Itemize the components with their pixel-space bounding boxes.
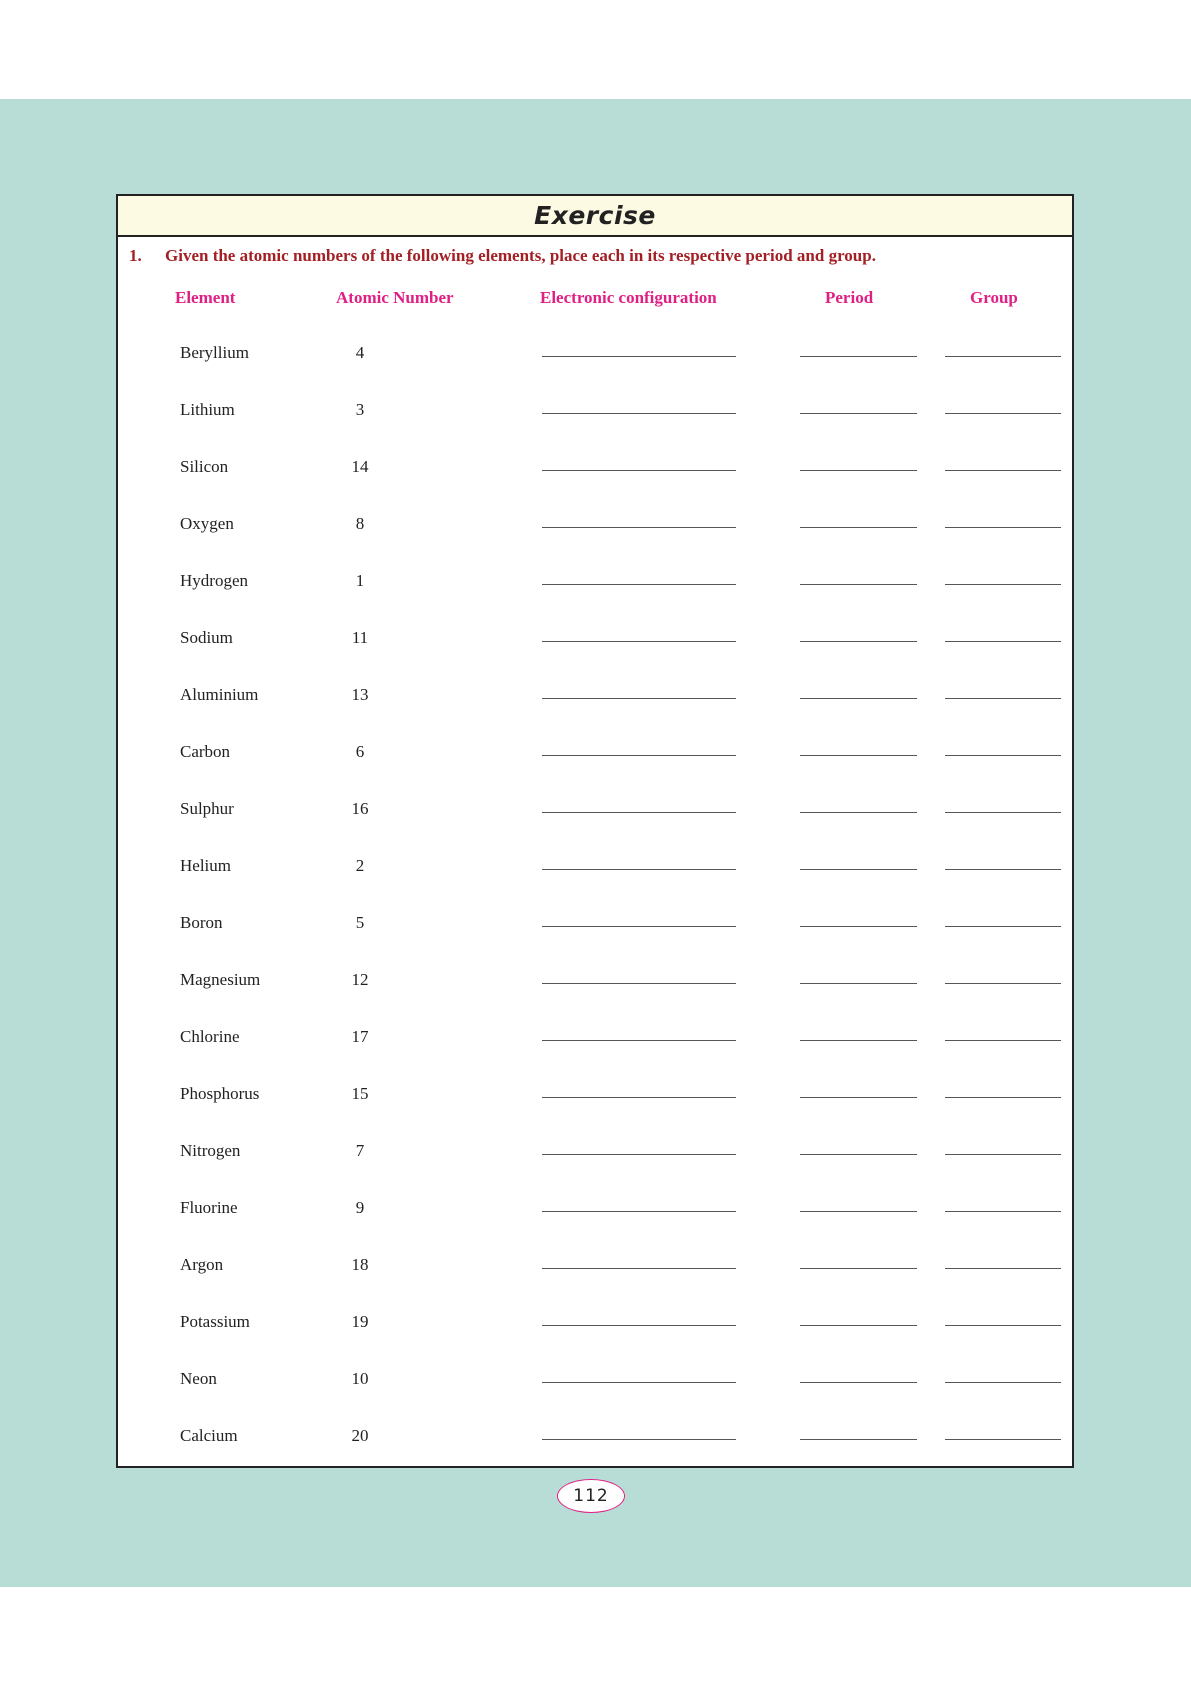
group-blank[interactable] xyxy=(945,812,1061,813)
table-row xyxy=(118,1426,1072,1466)
table-row xyxy=(118,1312,1072,1352)
element-name: Magnesium xyxy=(180,970,261,989)
element-name: Argon xyxy=(180,1255,224,1274)
element-name: Neon xyxy=(180,1369,217,1388)
atomic-number-value: 5 xyxy=(355,913,365,932)
atomic-number-value: 11 xyxy=(351,628,369,647)
group-blank[interactable] xyxy=(945,641,1061,642)
period-blank[interactable] xyxy=(800,983,917,984)
atomic-number-value: 12 xyxy=(351,970,369,989)
electronic-configuration-blank[interactable] xyxy=(542,812,736,813)
table-row xyxy=(118,1255,1072,1295)
atomic-number-value: 9 xyxy=(355,1198,365,1217)
group-blank[interactable] xyxy=(945,413,1061,414)
electronic-configuration-blank[interactable] xyxy=(542,755,736,756)
electronic-configuration-blank[interactable] xyxy=(542,584,736,585)
electronic-configuration-blank[interactable] xyxy=(542,1040,736,1041)
group-blank[interactable] xyxy=(945,1154,1061,1155)
group-blank[interactable] xyxy=(945,926,1061,927)
period-blank[interactable] xyxy=(800,1439,917,1440)
table-row xyxy=(118,343,1072,383)
element-name: Nitrogen xyxy=(180,1141,241,1160)
electronic-configuration-blank[interactable] xyxy=(542,1325,736,1326)
period-blank[interactable] xyxy=(800,869,917,870)
period-blank[interactable] xyxy=(800,1211,917,1212)
atomic-number-value: 14 xyxy=(351,457,369,476)
electronic-configuration-blank[interactable] xyxy=(542,869,736,870)
element-name: Carbon xyxy=(180,742,231,761)
table-row xyxy=(118,457,1072,497)
table-row xyxy=(118,685,1072,725)
group-blank[interactable] xyxy=(945,470,1061,471)
element-name: Helium xyxy=(180,856,231,875)
header-period: Period xyxy=(825,288,874,307)
element-name: Hydrogen xyxy=(180,571,248,590)
element-name: Silicon xyxy=(180,457,229,476)
element-name: Chlorine xyxy=(180,1027,240,1046)
period-blank[interactable] xyxy=(800,584,917,585)
electronic-configuration-blank[interactable] xyxy=(542,1382,736,1383)
electronic-configuration-blank[interactable] xyxy=(542,413,736,414)
element-name: Sulphur xyxy=(180,799,234,818)
group-blank[interactable] xyxy=(945,1040,1061,1041)
group-blank[interactable] xyxy=(945,1097,1061,1098)
electronic-configuration-blank[interactable] xyxy=(542,527,736,528)
electronic-configuration-blank[interactable] xyxy=(542,356,736,357)
electronic-configuration-blank[interactable] xyxy=(542,926,736,927)
period-blank[interactable] xyxy=(800,1154,917,1155)
table-row xyxy=(118,628,1072,668)
atomic-number-value: 8 xyxy=(355,514,365,533)
header-group: Group xyxy=(970,288,1018,307)
table-row xyxy=(118,799,1072,839)
period-blank[interactable] xyxy=(800,698,917,699)
group-blank[interactable] xyxy=(945,698,1061,699)
exercise-title: Exercise xyxy=(534,201,656,230)
period-blank[interactable] xyxy=(800,1040,917,1041)
table-row xyxy=(118,1084,1072,1124)
period-blank[interactable] xyxy=(800,1268,917,1269)
atomic-number-value: 3 xyxy=(355,400,365,419)
group-blank[interactable] xyxy=(945,356,1061,357)
atomic-number-value: 16 xyxy=(351,799,369,818)
element-name: Sodium xyxy=(180,628,233,647)
group-blank[interactable] xyxy=(945,584,1061,585)
electronic-configuration-blank[interactable] xyxy=(542,1154,736,1155)
atomic-number-value: 1 xyxy=(355,571,365,590)
element-name: Aluminium xyxy=(180,685,259,704)
question-number: 1. xyxy=(129,246,142,265)
table-row xyxy=(118,400,1072,440)
period-blank[interactable] xyxy=(800,1382,917,1383)
exercise-title-bar xyxy=(118,196,1072,237)
electronic-configuration-blank[interactable] xyxy=(542,1439,736,1440)
header-electronic-configuration: Electronic configuration xyxy=(540,288,717,307)
group-blank[interactable] xyxy=(945,1211,1061,1212)
page-number: 112 xyxy=(557,1479,625,1513)
group-blank[interactable] xyxy=(945,983,1061,984)
group-blank[interactable] xyxy=(945,1268,1061,1269)
table-row xyxy=(118,514,1072,554)
electronic-configuration-blank[interactable] xyxy=(542,1211,736,1212)
atomic-number-value: 18 xyxy=(351,1255,369,1274)
electronic-configuration-blank[interactable] xyxy=(542,470,736,471)
electronic-configuration-blank[interactable] xyxy=(542,983,736,984)
atomic-number-value: 13 xyxy=(351,685,369,704)
period-blank[interactable] xyxy=(800,470,917,471)
atomic-number-value: 4 xyxy=(355,343,365,362)
atomic-number-value: 2 xyxy=(355,856,365,875)
group-blank[interactable] xyxy=(945,527,1061,528)
electronic-configuration-blank[interactable] xyxy=(542,641,736,642)
electronic-configuration-blank[interactable] xyxy=(542,1268,736,1269)
table-row xyxy=(118,571,1072,611)
element-name: Beryllium xyxy=(180,343,249,362)
table-row xyxy=(118,1141,1072,1181)
element-name: Calcium xyxy=(180,1426,238,1445)
period-blank[interactable] xyxy=(800,1097,917,1098)
element-name: Phosphorus xyxy=(180,1084,260,1103)
exercise-page xyxy=(116,194,1074,1468)
question-text: Given the atomic numbers of the following elements, place each in its respective period and group. xyxy=(165,246,876,265)
electronic-configuration-blank[interactable] xyxy=(542,698,736,699)
atomic-number-value: 15 xyxy=(351,1084,369,1103)
header-atomic-number: Atomic Number xyxy=(336,288,454,307)
period-blank[interactable] xyxy=(800,527,917,528)
group-blank[interactable] xyxy=(945,1382,1061,1383)
period-blank[interactable] xyxy=(800,812,917,813)
group-blank[interactable] xyxy=(945,755,1061,756)
electronic-configuration-blank[interactable] xyxy=(542,1097,736,1098)
table-row xyxy=(118,856,1072,896)
atomic-number-value: 20 xyxy=(351,1426,369,1445)
table-row xyxy=(118,1027,1072,1067)
group-blank[interactable] xyxy=(945,869,1061,870)
table-row xyxy=(118,1369,1072,1409)
period-blank[interactable] xyxy=(800,356,917,357)
atomic-number-value: 7 xyxy=(355,1141,365,1160)
table-row xyxy=(118,742,1072,782)
element-name: Fluorine xyxy=(180,1198,238,1217)
header-element: Element xyxy=(175,288,236,307)
atomic-number-value: 6 xyxy=(355,742,365,761)
period-blank[interactable] xyxy=(800,926,917,927)
element-name: Lithium xyxy=(180,400,235,419)
group-blank[interactable] xyxy=(945,1325,1061,1326)
period-blank[interactable] xyxy=(800,755,917,756)
group-blank[interactable] xyxy=(945,1439,1061,1440)
atomic-number-value: 10 xyxy=(351,1369,369,1388)
table-row xyxy=(118,1198,1072,1238)
period-blank[interactable] xyxy=(800,641,917,642)
atomic-number-value: 19 xyxy=(351,1312,369,1331)
period-blank[interactable] xyxy=(800,413,917,414)
table-row xyxy=(118,913,1072,953)
element-name: Oxygen xyxy=(180,514,234,533)
element-name: Boron xyxy=(180,913,223,932)
period-blank[interactable] xyxy=(800,1325,917,1326)
element-name: Potassium xyxy=(180,1312,250,1331)
atomic-number-value: 17 xyxy=(351,1027,369,1046)
table-row xyxy=(118,970,1072,1010)
